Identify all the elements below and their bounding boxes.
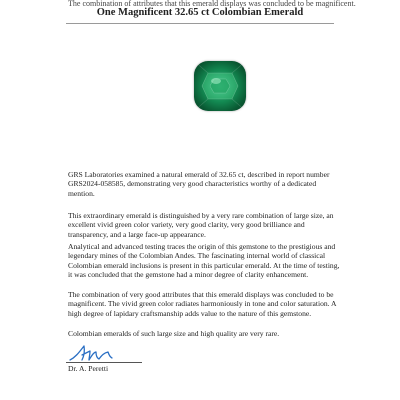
emerald-photo bbox=[194, 61, 246, 111]
title-rule bbox=[66, 23, 334, 24]
paragraph-examination: GRS Laboratories examined a natural emerald of 32.65 ct, described in report number GRS2024-058585, demonstrating very good characteristics worthy of a dedicated mention. bbox=[68, 170, 330, 198]
signer-name: Dr. A. Peretti bbox=[68, 364, 109, 373]
paragraph-conclusion: The combination of very good attributes that this emerald displays was concluded to be magnificent. The vivid green color radiates harmoniously in tone and color saturation. A high degree of lapidary craftsmanship adds value to the nature of this gemstone. bbox=[68, 290, 337, 318]
paragraph-rarity: Colombian emeralds of such large size and high quality are very rare. bbox=[68, 329, 280, 338]
signature bbox=[68, 343, 114, 363]
paragraph-origin: Analytical and advanced testing traces the origin of this gemstone to the prestigious and legendary mines of the Colombian Andes. The fascinating internal world of classical Colombian emerald inclusions is present in this particular emerald. At the time of testing, it was concluded that the gemstone had a minor degree of clarity enhancement. bbox=[68, 242, 340, 279]
top-cut-text: The combination of attributes that this emerald displays was concluded to be magnificent. bbox=[68, 0, 356, 8]
emerald-facets bbox=[194, 61, 246, 111]
paragraph-distinction: This extraordinary emerald is distinguished by a very rare combination of large size, an excellent vivid green color variety, very good clarity, very good brilliance and transparency, and a large face-up appearance. bbox=[68, 211, 334, 239]
signature-line bbox=[66, 362, 142, 363]
document-title: One Magnificent 32.65 ct Colombian Emerald bbox=[96, 7, 304, 18]
